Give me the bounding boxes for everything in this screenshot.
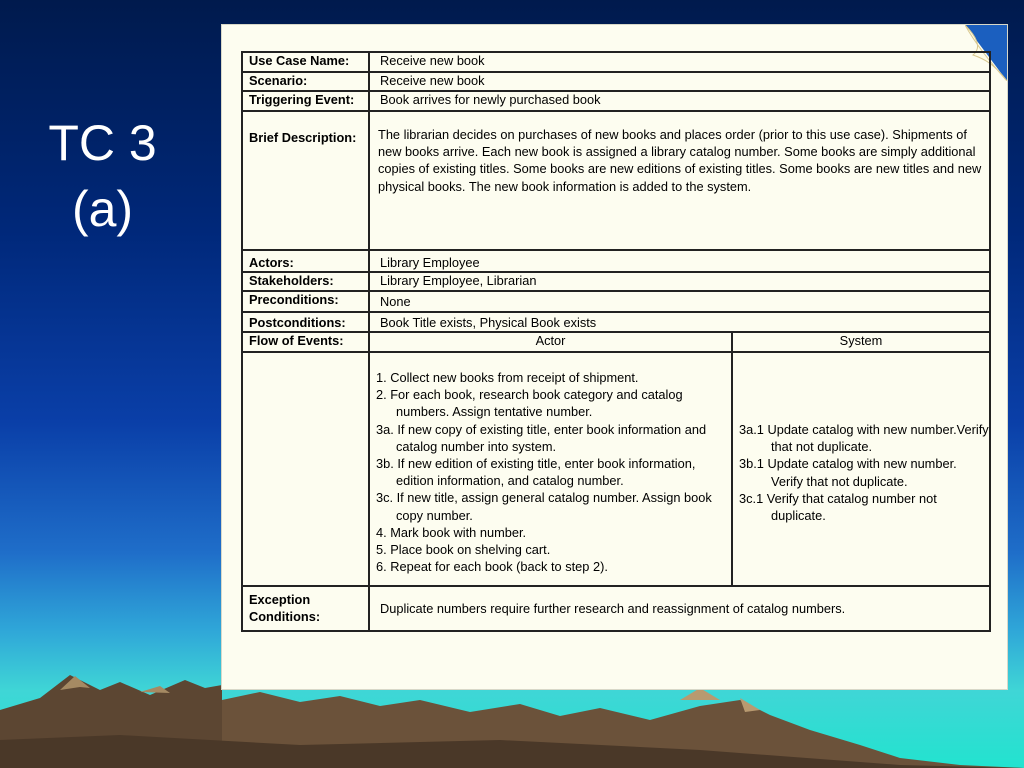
slide-title-line-2: (a): [71, 181, 134, 237]
value-triggering-event: Book arrives for newly purchased book: [369, 91, 990, 111]
value-actors: Library Employee: [369, 250, 990, 272]
row-triggering-event: [242, 91, 990, 111]
label-exception-conditions: [242, 586, 369, 631]
label-triggering-event: Triggering Event:: [242, 91, 369, 111]
row-postconditions: [242, 312, 990, 332]
row-scenario: [242, 72, 990, 91]
flow-empty-cell: [242, 352, 369, 586]
actor-step: 4. Mark book with number.: [376, 524, 527, 540]
row-exception-conditions: [242, 586, 990, 631]
value-use-case-name: Receive new book: [369, 52, 990, 72]
actor-step: 3a. If new copy of existing title, enter book information and catalog number into system.: [376, 421, 707, 454]
label-brief-description: Brief Description:: [242, 111, 369, 250]
system-step: 3a.1 Update catalog with new number.Verify that not duplicate.: [739, 422, 989, 455]
actor-step: 1. Collect new books from receipt of shipment.: [376, 370, 639, 385]
label-scenario: Scenario:: [242, 72, 369, 91]
use-case-table: [241, 51, 991, 632]
system-steps-list: [733, 353, 989, 524]
actor-step: 2. For each book, research book category and catalog numbers. Assign tentative number.: [376, 387, 683, 420]
row-preconditions: [242, 291, 990, 312]
value-exception-conditions: Duplicate numbers require further research and reassignment of catalog numbers.: [369, 586, 990, 631]
value-stakeholders: Library Employee, Librarian: [369, 272, 990, 291]
actor-step: 6. Repeat for each book (back to step 2).: [376, 559, 608, 575]
flow-system-cell: [732, 352, 990, 586]
flow-actor-header: Actor: [369, 332, 732, 352]
row-use-case-name: [242, 52, 990, 72]
actor-step: 3c. If new title, assign general catalog number. Assign book copy number.: [376, 490, 712, 523]
system-step: 3c.1 Verify that catalog number not duplicate.: [739, 490, 937, 524]
actor-step: 5. Place book on shelving cart.: [376, 542, 551, 558]
label-preconditions: Preconditions:: [242, 291, 369, 312]
slide-title: [30, 110, 175, 242]
row-brief-description: [242, 111, 990, 250]
value-brief-description: The librarian decides on purchases of new books and places order (prior to this use case). Shipments of new books arrive. Each new book is assigned a library catalog number. Some books are simply additional copies of existing titles. Some books are new editions of existing titles. Some books are new titles and new physical books. The new book information is added to the system.: [369, 111, 990, 250]
value-postconditions: Book Title exists, Physical Book exists: [369, 312, 990, 332]
flow-system-header: System: [732, 332, 990, 352]
row-flow-header: [242, 332, 990, 352]
label-actors: Actors:: [242, 250, 369, 272]
actor-steps-list: [370, 353, 731, 583]
row-flow-steps: [242, 352, 990, 586]
value-preconditions: None: [369, 291, 990, 312]
label-use-case-name: Use Case Name:: [242, 52, 369, 72]
label-postconditions: Postconditions:: [242, 312, 369, 332]
row-stakeholders: [242, 272, 990, 291]
label-flow-of-events: Flow of Events:: [242, 332, 369, 352]
label-exception-line-1: Exception: [249, 592, 311, 607]
actor-step: 3b. If new edition of existing title, enter book information, edition information, and catalog number.: [376, 456, 696, 489]
value-scenario: Receive new book: [369, 72, 990, 91]
label-stakeholders: Stakeholders:: [242, 272, 369, 291]
flow-actor-cell: [369, 352, 732, 586]
slide-title-line-1: TC 3: [48, 115, 157, 171]
system-step: 3b.1 Update catalog with new number. Verify that not duplicate.: [739, 456, 957, 489]
label-exception-line-2: Conditions:: [249, 609, 321, 624]
use-case-document: [222, 25, 1007, 689]
row-actors: [242, 250, 990, 272]
